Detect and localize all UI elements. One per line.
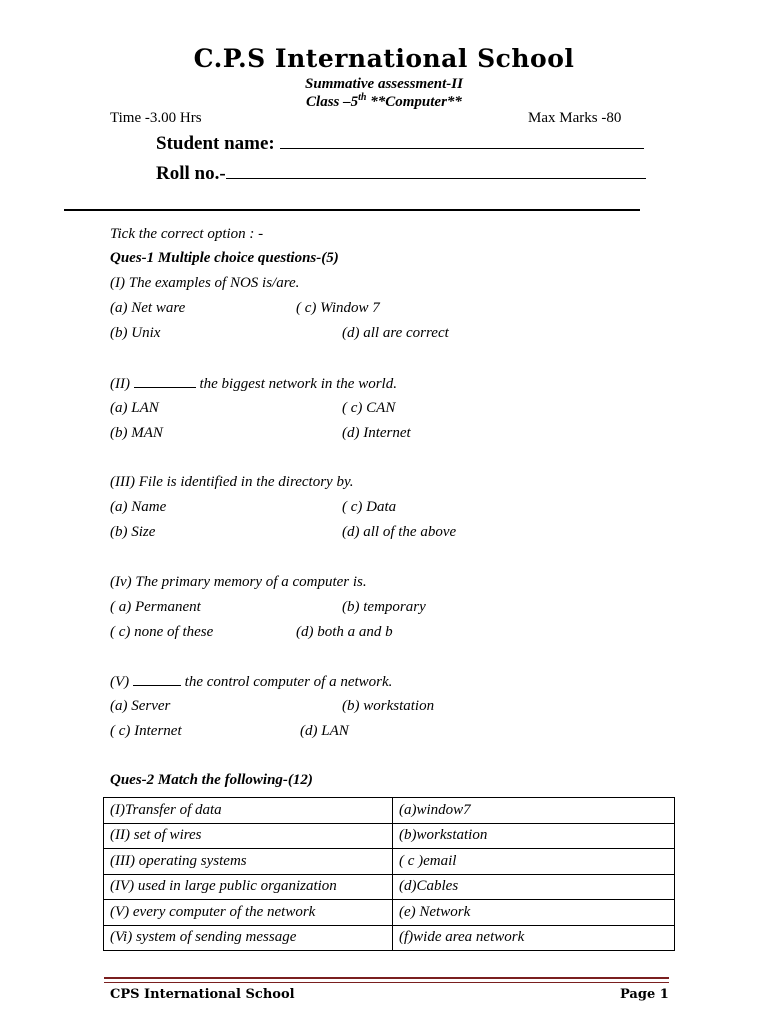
q1-item-5-stem-post: the control computer of a network.: [180, 674, 393, 690]
student-name-row: [156, 132, 644, 155]
q1-item-2-stem: [110, 375, 397, 393]
q1-item-4-stem: (Iv) The primary memory of a computer is.: [110, 574, 367, 590]
footer-school-name: CPS International School: [110, 987, 295, 1002]
q1-item-2-blank: [134, 375, 196, 388]
q1-item-5-option-a[interactable]: (a) Server: [110, 698, 171, 714]
footer-rule-thin: [104, 982, 669, 983]
q1-item-2-option-d[interactable]: (d) Internet: [342, 425, 411, 441]
q1-item-4-option-b[interactable]: (b) temporary: [342, 599, 426, 615]
q1-heading: Ques-1 Multiple choice questions-(5): [110, 250, 339, 266]
class-superscript: th: [358, 92, 367, 103]
footer-rule-thick: [104, 977, 669, 979]
q1-item-3-option-a[interactable]: (a) Name: [110, 499, 167, 515]
q1-item-1-option-b[interactable]: (b) Unix: [110, 325, 161, 341]
q1-item-4-option-a[interactable]: ( a) Permanent: [110, 599, 201, 615]
footer-page-number: Page 1: [620, 987, 669, 1002]
assessment-title: Summative assessment-II: [305, 76, 463, 92]
q1-item-2-option-c[interactable]: ( c) CAN: [342, 400, 396, 416]
match-right-cell: (b)workstation: [393, 823, 675, 849]
table-row: [104, 823, 675, 849]
match-left-cell: (V) every computer of the network: [104, 900, 393, 926]
match-right-cell: (d)Cables: [393, 874, 675, 900]
class-prefix: Class –5: [306, 94, 359, 110]
q1-item-2-option-a[interactable]: (a) LAN: [110, 400, 159, 416]
q1-item-1-option-a[interactable]: (a) Net ware: [110, 300, 186, 316]
q1-item-1-stem: (I) The examples of NOS is/are.: [110, 275, 300, 291]
table-row: [104, 798, 675, 824]
student-name-label: Student name:: [156, 133, 275, 154]
match-left-cell: (Vi) system of sending message: [104, 925, 393, 951]
match-right-cell: (f)wide area network: [393, 925, 675, 951]
q1-item-5-option-c[interactable]: ( c) Internet: [110, 723, 182, 739]
table-row: [104, 874, 675, 900]
q1-item-3-option-d[interactable]: (d) all of the above: [342, 524, 457, 540]
q1-item-3-option-b[interactable]: (b) Size: [110, 524, 156, 540]
q1-item-1-option-c[interactable]: ( c) Window 7: [296, 300, 380, 316]
instructions: Tick the correct option : -: [110, 226, 264, 242]
q1-item-5-blank: [133, 673, 181, 686]
class-subject: [0, 92, 768, 111]
match-right-cell: (a)window7: [393, 798, 675, 824]
table-row: [104, 849, 675, 875]
q1-item-2-stem-pre: (II): [110, 376, 130, 392]
q1-item-3-stem: (III) File is identified in the directory by.: [110, 474, 354, 490]
roll-no-label: Roll no.-: [156, 163, 226, 184]
roll-no-row: [156, 162, 646, 185]
class-suffix: **Computer**: [366, 94, 462, 110]
header-divider: [64, 209, 640, 211]
match-left-cell: (IV) used in large public organization: [104, 874, 393, 900]
q1-item-3-option-c[interactable]: ( c) Data: [342, 499, 397, 515]
match-left-cell: (III) operating systems: [104, 849, 393, 875]
match-right-cell: (e) Network: [393, 900, 675, 926]
table-row: [104, 925, 675, 951]
q1-item-5-option-d[interactable]: (d) LAN: [300, 723, 349, 739]
match-table: [103, 797, 675, 951]
q1-item-5-stem-pre: (V): [110, 674, 130, 690]
max-marks-label: Max Marks -80: [528, 110, 622, 126]
q1-item-4-option-c[interactable]: ( c) none of these: [110, 624, 214, 640]
q2-heading: Ques-2 Match the following-(12): [110, 772, 313, 788]
time-label: Time -3.00 Hrs: [110, 110, 202, 126]
q1-item-2-stem-post: the biggest network in the world.: [195, 376, 397, 392]
match-left-cell: (I)Transfer of data: [104, 798, 393, 824]
q1-item-2-option-b[interactable]: (b) MAN: [110, 425, 163, 441]
q1-item-5-stem: [110, 673, 392, 691]
student-name-blank[interactable]: [280, 132, 644, 149]
q1-item-5-option-b[interactable]: (b) workstation: [342, 698, 435, 714]
match-left-cell: (II) set of wires: [104, 823, 393, 849]
roll-no-blank[interactable]: [226, 162, 646, 179]
q1-item-4-option-d[interactable]: (d) both a and b: [296, 624, 393, 640]
match-right-cell: ( c )email: [393, 849, 675, 875]
table-row: [104, 900, 675, 926]
school-title: C.P.S International School: [193, 44, 575, 73]
q1-item-1-option-d[interactable]: (d) all are correct: [342, 325, 449, 341]
